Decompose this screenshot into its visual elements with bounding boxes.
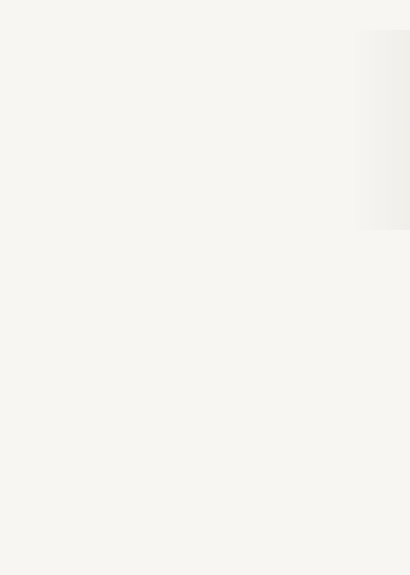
table-of-contents xyxy=(22,82,344,99)
show-through-shadow xyxy=(350,30,410,230)
